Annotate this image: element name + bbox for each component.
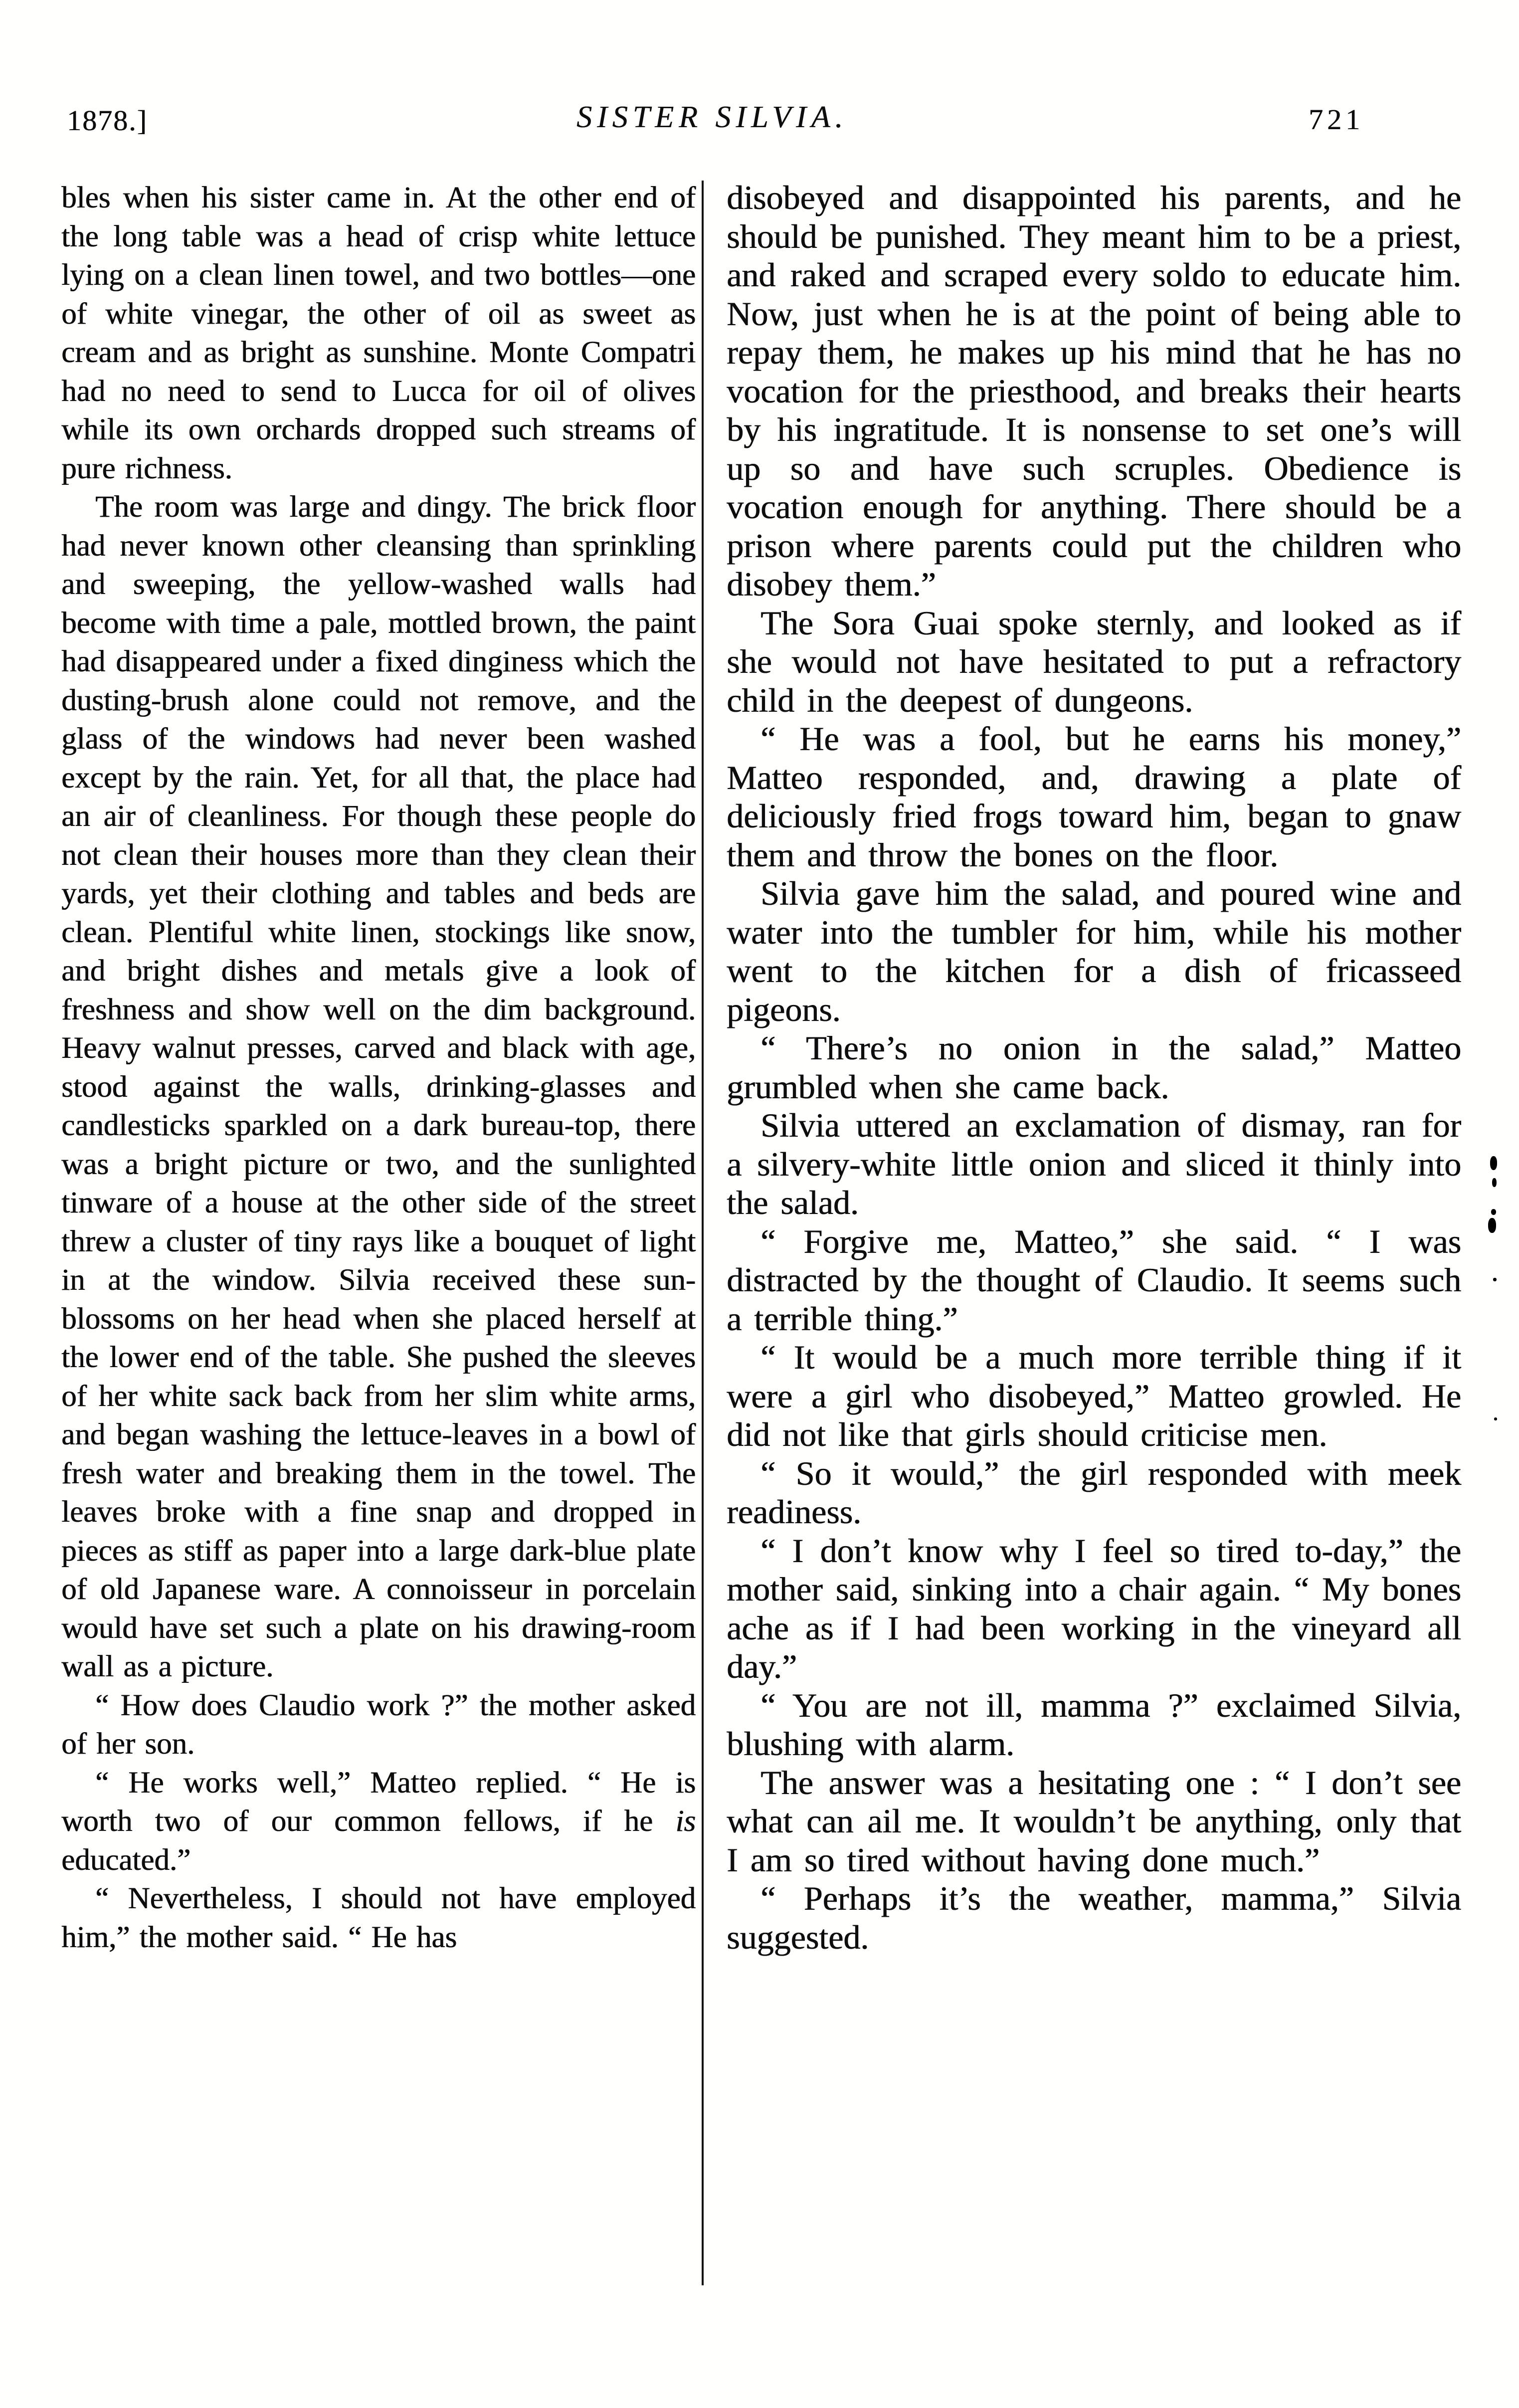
- scan-artifact: [1493, 1278, 1497, 1281]
- text-run: “ I don’t know why I feel so tired to-day,” the mother said, sinking into a chair again. “ My bones ache as if I had been working in the vineyard all day.”: [727, 1531, 1461, 1685]
- paragraph: [727, 179, 1461, 604]
- column-divider-rule: [702, 181, 704, 2285]
- text-run: educated.”: [61, 1843, 191, 1877]
- text-run: “ There’s no onion in the salad,” Matteo grumbled when she came back.: [727, 1029, 1461, 1106]
- paragraph: [61, 1879, 696, 1957]
- text-run: bles when his sister came in. At the other end of the long table was a head of crisp white lettuce lying on a clean linen towel, and two bottles—one of white vinegar, the other of oil as sweet as cream and as bright as sunshine. Monte Compatri had no need to send to Lucca for oil of olives while its own orchards dropped such streams of pure richness.: [61, 181, 696, 485]
- paragraph: [61, 488, 696, 1686]
- text-run: Silvia uttered an exclamation of dismay, ran for a silvery-white little onion and sliced it thinly into the salad.: [727, 1106, 1461, 1221]
- page-title: SISTER SILVIA.: [576, 100, 848, 134]
- text-run: disobeyed and disappointed his parents, and he should be punished. They meant him to be a priest, and raked and scraped every soldo to educate him. Now, just when he is at the point of being able to repay them, he makes up his mind that he has no vocation for the priesthood, and breaks their hearts by his ingratitude. It is nonsense to set one’s will up so and have such scruples. Obedience is vocation enough for anything. There should be a prison where parents could put the children who disobey them.”: [727, 179, 1461, 603]
- text-run: “ How does Claudio work ?” the mother asked of her son.: [61, 1688, 696, 1761]
- paragraph: [727, 1222, 1461, 1339]
- paragraph: [727, 1029, 1461, 1106]
- text-column-left: [61, 179, 696, 1957]
- paragraph: [727, 1532, 1461, 1686]
- paragraph: [727, 604, 1461, 720]
- paragraph: [727, 1764, 1461, 1880]
- scan-artifact: [1488, 1218, 1496, 1233]
- scan-artifact: [1492, 1178, 1497, 1187]
- text-run: “ Forgive me, Matteo,” she said. “ I was distracted by the thought of Claudio. It seems such a terrible thing.”: [727, 1222, 1461, 1338]
- text-run: The room was large and dingy. The brick floor had never known other cleansing than sprinkling and sweeping, the yellow-washed walls had become with time a pale, mottled brown, the paint had disappeared under a fixed dinginess which the dusting-brush alone could not remove, and the glass of the windows had never been washed except by the rain. Yet, for all that, the place had an air of cleanliness. For though these people do not clean their houses more than they clean their yards, yet their clothing and tables and beds are clean. Plentiful white linen, stockings like snow, and bright dishes and metals give a look of freshness and show well on the dim background. Heavy walnut presses, carved and black with age, stood against the walls, drinking-glasses and candlesticks sparkled on a dark bureau-top, there was a bright picture or two, and the sunlighted tinware of a house at the other side of the street threw a cluster of tiny rays like a bouquet of light in at the window. Silvia received these sun-blossoms on her head when she placed herself at the lower end of the table. She pushed the sleeves of her white sack back from her slim white arms, and began washing the lettuce-leaves in a bowl of fresh water and breaking them in the towel. The leaves broke with a fine snap and dropped in pieces as stiff as paper into a large dark-blue plate of old Japanese ware. A connoisseur in porcelain would have set such a plate on his drawing-room wall as a picture.: [61, 490, 696, 1683]
- text-run: “ So it would,” the girl responded with meek readiness.: [727, 1454, 1461, 1531]
- text-run: “ He was a fool, but he earns his money,” Matteo responded, and, drawing a plate of deliciously fried frogs toward him, began to gnaw them and throw the bones on the floor.: [727, 720, 1461, 874]
- paragraph: [727, 1106, 1461, 1222]
- text-run: “ It would be a much more terrible thing if it were a girl who disobeyed,” Matteo growled. He did not like that girls should criticise men.: [727, 1338, 1461, 1453]
- paragraph: [61, 1686, 696, 1764]
- text-run: “ He works well,” Matteo replied. “ He is worth two of our common fellows, if he: [61, 1766, 696, 1838]
- italic-text-run: is: [675, 1805, 696, 1838]
- scan-artifact: [1494, 1417, 1497, 1420]
- paragraph: [61, 179, 696, 488]
- paragraph: [727, 1686, 1461, 1764]
- text-run: Silvia gave him the salad, and poured wine and water into the tumbler for him, while his mother went to the kitchen for a dish of fricasseed pigeons.: [727, 874, 1461, 1028]
- header-date: 1878.]: [67, 104, 148, 137]
- text-run: The answer was a hesitating one : “ I don’t see what can ail me. It wouldn’t be anything, only that I am so tired without having done much.”: [727, 1763, 1461, 1879]
- text-column-right: [727, 179, 1461, 1957]
- paragraph: [727, 874, 1461, 1029]
- scan-artifact: [1491, 1209, 1496, 1215]
- paragraph: [727, 720, 1461, 874]
- text-run: “ You are not ill, mamma ?” exclaimed Silvia, blushing with alarm.: [727, 1686, 1461, 1763]
- paragraph: [727, 1454, 1461, 1532]
- page-number: 721: [1309, 103, 1364, 136]
- text-run: “ Perhaps it’s the weather, mamma,” Silvia suggested.: [727, 1879, 1461, 1956]
- paragraph: [727, 1879, 1461, 1957]
- paragraph: [61, 1764, 696, 1880]
- scan-artifact: [1490, 1156, 1497, 1170]
- text-run: The Sora Guai spoke sternly, and looked as if she would not have hesitated to put a refractory child in the deepest of dungeons.: [727, 603, 1461, 719]
- text-run: “ Nevertheless, I should not have employed him,” the mother said. “ He has: [61, 1882, 696, 1954]
- paragraph: [727, 1338, 1461, 1454]
